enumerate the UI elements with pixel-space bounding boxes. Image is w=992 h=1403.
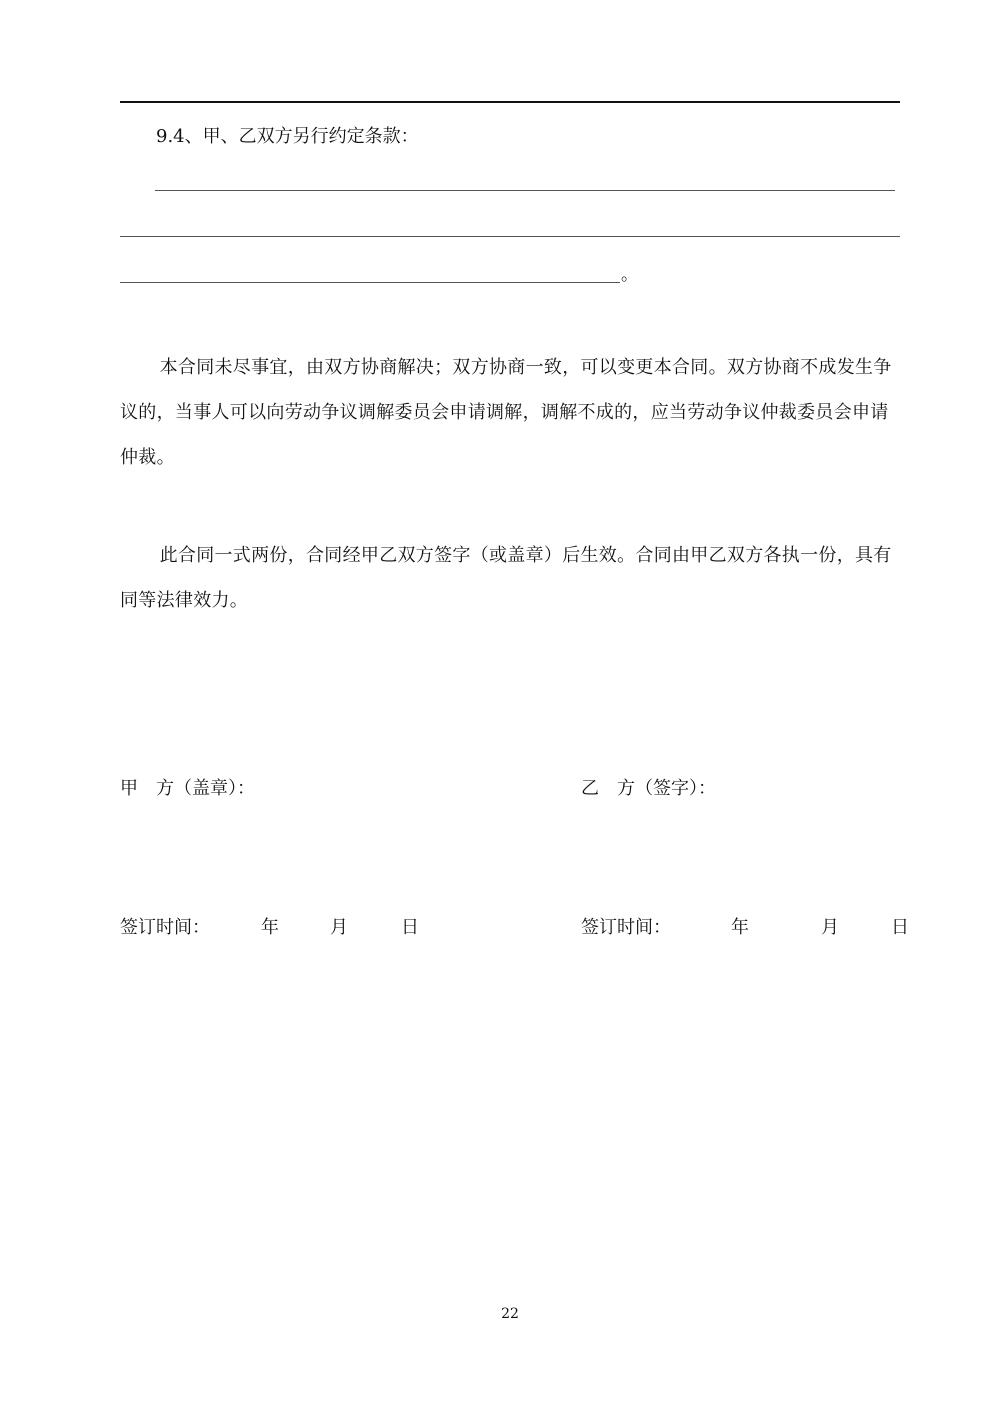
party-b-month: 月 — [821, 917, 839, 938]
page-number: 22 — [501, 1306, 519, 1322]
party-b-year: 年 — [731, 917, 749, 938]
party-a-seal-label: 甲 方（盖章）： — [120, 778, 255, 799]
party-b-day: 日 — [891, 917, 909, 938]
clause-end-mark: 。 — [621, 265, 638, 285]
top-rule — [120, 101, 900, 103]
party-b-date-label: 签订时间： — [581, 917, 671, 938]
party-a-month: 月 — [330, 917, 348, 938]
paragraph-copies: 此合同一式两份，合同经甲乙双方签字（或盖章）后生效。合同由甲乙双方各执一份，具有同等法律效力。 — [120, 545, 892, 611]
paragraph-dispute: 本合同未尽事宜，由双方协商解决；双方协商一致，可以变更本合同。双方协商不成发生争议的，当事人可以向劳动争议调解委员会申请调解，调解不成的，应当劳动争议仲裁委员会申请仲裁。 — [120, 357, 892, 468]
clause-heading: 9.4、甲、乙双方另行约定条款： — [156, 126, 419, 147]
fill-in-line-3 — [120, 282, 620, 283]
party-a-day: 日 — [401, 917, 419, 938]
fill-in-line-1 — [155, 190, 895, 191]
party-b-sign-label: 乙 方（签字）： — [581, 778, 716, 799]
party-a-date-label: 签订时间： — [120, 917, 210, 938]
party-a-year: 年 — [261, 917, 279, 938]
fill-in-line-2 — [120, 236, 900, 237]
